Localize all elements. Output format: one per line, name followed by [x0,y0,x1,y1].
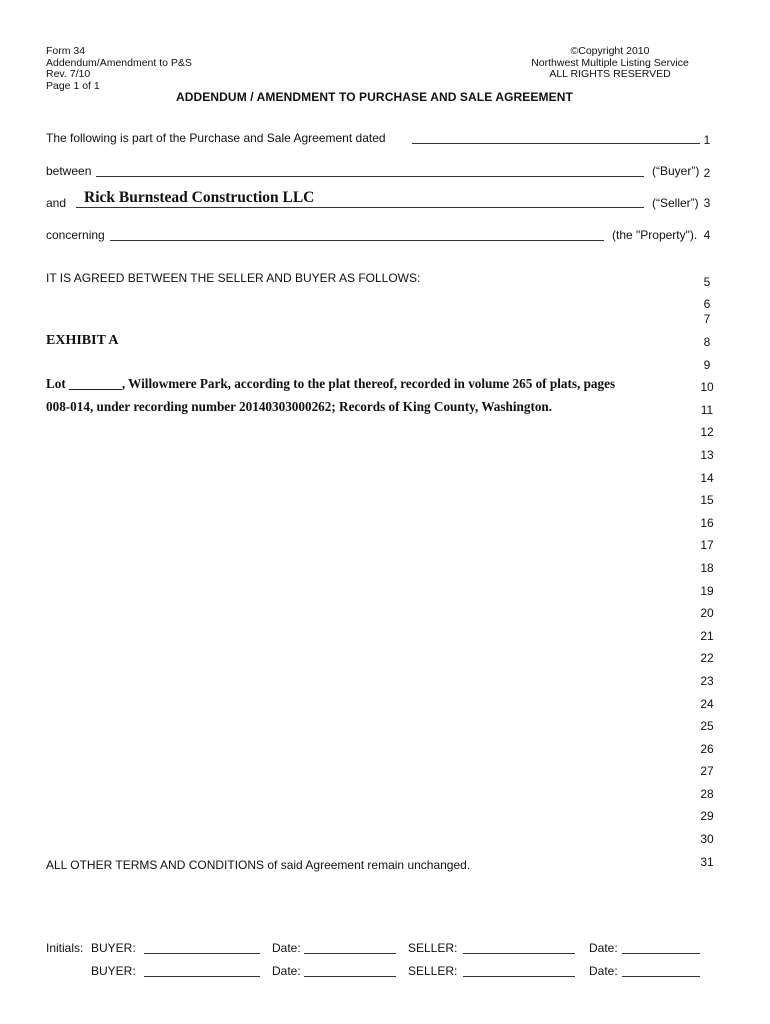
rights-notice: ALL RIGHTS RESERVED [549,68,671,80]
initials-label: Initials: [46,941,84,955]
line-number: 9 [703,358,711,372]
line-number: 4 [703,228,711,242]
buyer-date-field-2[interactable] [304,976,396,977]
line-number: 28 [700,787,714,801]
form-revision: Rev. 7/10 [46,68,91,80]
page-indicator: Page 1 of 1 [46,79,100,92]
line-number: 18 [700,561,714,575]
line-number: 6 [703,297,711,311]
line-number: 11 [700,403,714,417]
line-number: 15 [700,493,714,507]
closing-statement: ALL OTHER TERMS AND CONDITIONS of said Agreement remain unchanged. [46,858,471,872]
line-number: 23 [700,674,714,688]
dated-label: The following is part of the Purchase and Sale Agreement dated [46,131,386,145]
buyer-initials-label-2: BUYER: [91,964,136,978]
buyer-suffix: (“Buyer”) [652,164,700,178]
line-number: 12 [700,425,714,439]
seller-date-label-1: Date: [589,941,618,955]
line-number: 20 [700,606,714,620]
buyer-name-field[interactable] [96,176,644,177]
line-number: 16 [700,516,714,530]
property-field[interactable] [110,240,604,241]
line-number: 7 [703,312,711,326]
line-number: 14 [700,471,714,485]
seller-suffix: (“Seller”) [652,196,699,210]
line-number: 19 [700,584,714,598]
line-number: 29 [700,809,714,823]
line-number: 5 [703,275,711,289]
buyer-date-field-1[interactable] [304,953,396,954]
buyer-initials-field-2[interactable] [144,976,260,977]
line-number: 10 [700,380,714,394]
form-header-left [46,46,192,92]
publisher-name: Northwest Multiple Listing Service [531,56,689,69]
line-number: 30 [700,832,714,846]
line-number: 22 [700,651,714,665]
line-number: 24 [700,697,714,711]
exhibit-line-2: 008-014, under recording number 20140303000262; Records of King County, Washington. [46,399,553,414]
exhibit-heading: EXHIBIT A [46,333,119,348]
line-number: 13 [700,448,714,462]
form-number: Form 34 [46,45,86,57]
line-number: 1 [703,133,711,147]
line-number: 26 [700,742,714,756]
between-label: between [46,164,92,178]
line-number: 31 [700,855,714,869]
concerning-label: concerning [46,228,105,242]
line-number: 25 [700,719,714,733]
seller-initials-field-1[interactable] [463,953,575,954]
agreed-statement: IT IS AGREED BETWEEN THE SELLER AND BUYER AS FOLLOWS: [46,271,421,285]
seller-date-label-2: Date: [589,964,618,978]
line-number: 21 [700,629,714,643]
copyright-notice: ©Copyright 2010 [570,45,650,57]
buyer-date-label-1: Date: [272,941,301,955]
and-label: and [46,196,67,210]
buyer-date-label-2: Date: [272,964,301,978]
seller-name-value: Rick Burnstead Construction LLC [84,189,315,206]
buyer-initials-field-1[interactable] [144,953,260,954]
property-suffix: (the "Property"). [612,228,698,242]
line-number: 27 [700,764,714,778]
seller-date-field-1[interactable] [622,953,700,954]
exhibit-line-1: Lot ________, Willowmere Park, according to the plat thereof, recorded in volume 265 of plats, pages [46,376,616,391]
line-number: 17 [700,538,714,552]
buyer-initials-label-1: BUYER: [91,941,136,955]
line-number: 2 [703,166,711,180]
form-header-right [520,46,700,81]
seller-date-field-2[interactable] [622,976,700,977]
dated-field[interactable] [412,143,700,144]
line-number: 8 [703,335,711,349]
document-title: ADDENDUM / AMENDMENT TO PURCHASE AND SALE AGREEMENT [176,90,573,104]
seller-initials-label-1: SELLER: [408,941,458,955]
line-number: 3 [703,196,711,210]
form-name: Addendum/Amendment to P&S [46,56,192,69]
seller-initials-label-2: SELLER: [408,964,458,978]
seller-name-field[interactable] [76,189,644,208]
seller-initials-field-2[interactable] [463,976,575,977]
